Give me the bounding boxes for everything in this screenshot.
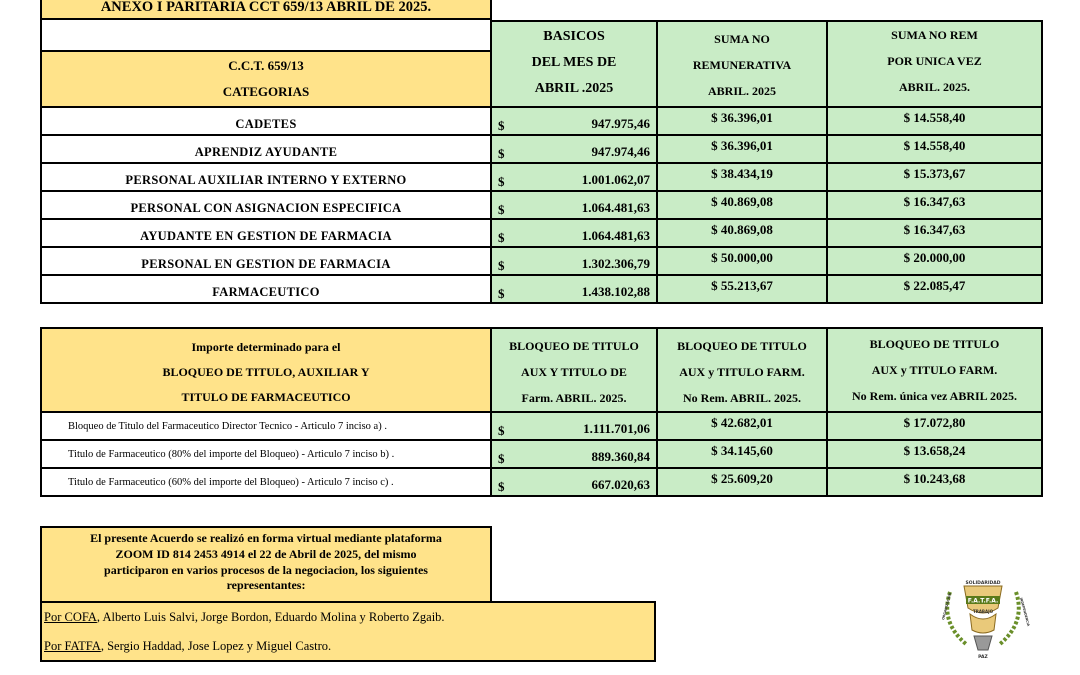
suma-cell: $ 36.396,01 <box>657 135 827 163</box>
suma-cell: $ 36.396,01 <box>657 107 827 135</box>
salary-table <box>40 20 1043 304</box>
suma-cell: $ 42.682,01 <box>657 412 827 440</box>
basico-cell: $ 947.974,46 <box>491 135 657 163</box>
category-cell: Bloqueo de Titulo del Farmaceutico Director Tecnico - Articulo 7 inciso a) . <box>41 412 491 440</box>
table-row <box>41 468 1042 496</box>
suma-cell: $ 38.434,19 <box>657 163 827 191</box>
category-cell: Titulo de Farmaceutico (60% del importe del Bloqueo) - Articulo 7 inciso c) . <box>41 468 491 496</box>
table-row <box>41 412 1042 440</box>
unica-cell: $ 15.373,67 <box>827 163 1042 191</box>
basico-cell: $ 889.360,84 <box>491 440 657 468</box>
unica-cell: $ 16.347,63 <box>827 219 1042 247</box>
table-row <box>41 191 1042 219</box>
svg-text:TRABAJO: TRABAJO <box>973 609 993 614</box>
svg-text:PAZ: PAZ <box>978 655 988 660</box>
basico-cell: $ 1.438.102,88 <box>491 275 657 303</box>
category-cell: PERSONAL EN GESTION DE FARMACIA <box>41 247 491 275</box>
basico-cell: $ 1.001.062,07 <box>491 163 657 191</box>
table-row <box>41 440 1042 468</box>
title-block-table <box>40 327 1043 497</box>
header-suma-unica-vez: SUMA NO REM POR UNICA VEZ ABRIL. 2025. <box>827 21 1042 107</box>
unica-cell: $ 10.243,68 <box>827 468 1042 496</box>
agreement-note <box>40 526 492 602</box>
header-suma-no-remunerativa: SUMA NO REMUNERATIVA ABRIL. 2025 <box>657 21 827 107</box>
basico-cell: $ 947.975,46 <box>491 107 657 135</box>
header-bloqueo-farm: BLOQUEO DE TITULO AUX Y TITULO DE Farm. ABRIL. 2025. <box>491 328 657 412</box>
unica-cell: $ 14.558,40 <box>827 107 1042 135</box>
basico-cell: $ 1.111.701,06 <box>491 412 657 440</box>
header-basicos: BASICOS DEL MES DE ABRIL .2025 <box>491 21 657 107</box>
table-row <box>41 107 1042 135</box>
basico-cell: $ 1.302.306,79 <box>491 247 657 275</box>
categories-header: C.C.T. 659/13 CATEGORIAS <box>41 51 491 107</box>
table-row <box>41 163 1042 191</box>
category-cell: AYUDANTE EN GESTION DE FARMACIA <box>41 219 491 247</box>
fatfa-representatives: Por FATFA, Sergio Haddad, Jose Lopez y Miguel Castro. <box>44 639 332 653</box>
unica-cell: $ 13.658,24 <box>827 440 1042 468</box>
title-block-header: Importe determinado para el BLOQUEO DE TITULO, AUXILIAR Y TITULO DE FARMACEUTICO <box>41 328 491 412</box>
note-line: participaron en varios procesos de la negociacion, los siguientes <box>104 563 428 577</box>
representatives-box <box>40 601 656 662</box>
category-cell: Titulo de Farmaceutico (80% del importe del Bloqueo) - Articulo 7 inciso b) . <box>41 440 491 468</box>
category-cell: PERSONAL CON ASIGNACION ESPECIFICA <box>41 191 491 219</box>
suma-cell: $ 34.145,60 <box>657 440 827 468</box>
category-cell: APRENDIZ AYUDANTE <box>41 135 491 163</box>
header-bloqueo-unica-vez: BLOQUEO DE TITULO AUX y TITULO FARM. No Rem. única vez ABRIL 2025. <box>827 328 1042 412</box>
svg-text:SOLIDARIDAD: SOLIDARIDAD <box>965 581 1001 586</box>
document-title: ANEXO I PARITARIA CCT 659/13 ABRIL DE 2025. <box>40 0 492 20</box>
svg-text:F.A.T.F.A.: F.A.T.F.A. <box>967 597 999 605</box>
unica-cell: $ 16.347,63 <box>827 191 1042 219</box>
unica-cell: $ 14.558,40 <box>827 135 1042 163</box>
suma-cell: $ 40.869,08 <box>657 191 827 219</box>
category-cell: PERSONAL AUXILIAR INTERNO Y EXTERNO <box>41 163 491 191</box>
svg-text:ORGANIZACION: ORGANIZACION <box>941 592 953 621</box>
table-row <box>41 219 1042 247</box>
basico-cell: $ 1.064.481,63 <box>491 219 657 247</box>
note-line: El presente Acuerdo se realizó en forma virtual mediante plataforma <box>90 531 442 545</box>
svg-text:INDEPENDENCIA: INDEPENDENCIA <box>1019 597 1030 627</box>
suma-cell: $ 50.000,00 <box>657 247 827 275</box>
header-bloqueo-no-rem: BLOQUEO DE TITULO AUX y TITULO FARM. No Rem. ABRIL. 2025. <box>657 328 827 412</box>
fatfa-emblem-icon <box>936 578 1030 662</box>
table-row <box>41 275 1042 303</box>
suma-cell: $ 55.213,67 <box>657 275 827 303</box>
suma-cell: $ 40.869,08 <box>657 219 827 247</box>
unica-cell: $ 20.000,00 <box>827 247 1042 275</box>
table-row <box>41 247 1042 275</box>
note-line: representantes: <box>226 578 306 592</box>
unica-cell: $ 17.072,80 <box>827 412 1042 440</box>
basico-cell: $ 667.020,63 <box>491 468 657 496</box>
suma-cell: $ 25.609,20 <box>657 468 827 496</box>
cofa-representatives: Por COFA, Alberto Luis Salvi, Jorge Bordon, Eduardo Molina y Roberto Zgaib. <box>44 610 445 624</box>
basico-cell: $ 1.064.481,63 <box>491 191 657 219</box>
unica-cell: $ 22.085,47 <box>827 275 1042 303</box>
note-line: ZOOM ID 814 2453 4914 el 22 de Abril de 2025, del mismo <box>115 547 417 561</box>
category-cell: CADETES <box>41 107 491 135</box>
fatfa-logo <box>936 578 1030 662</box>
category-cell: FARMACEUTICO <box>41 275 491 303</box>
table-row <box>41 135 1042 163</box>
